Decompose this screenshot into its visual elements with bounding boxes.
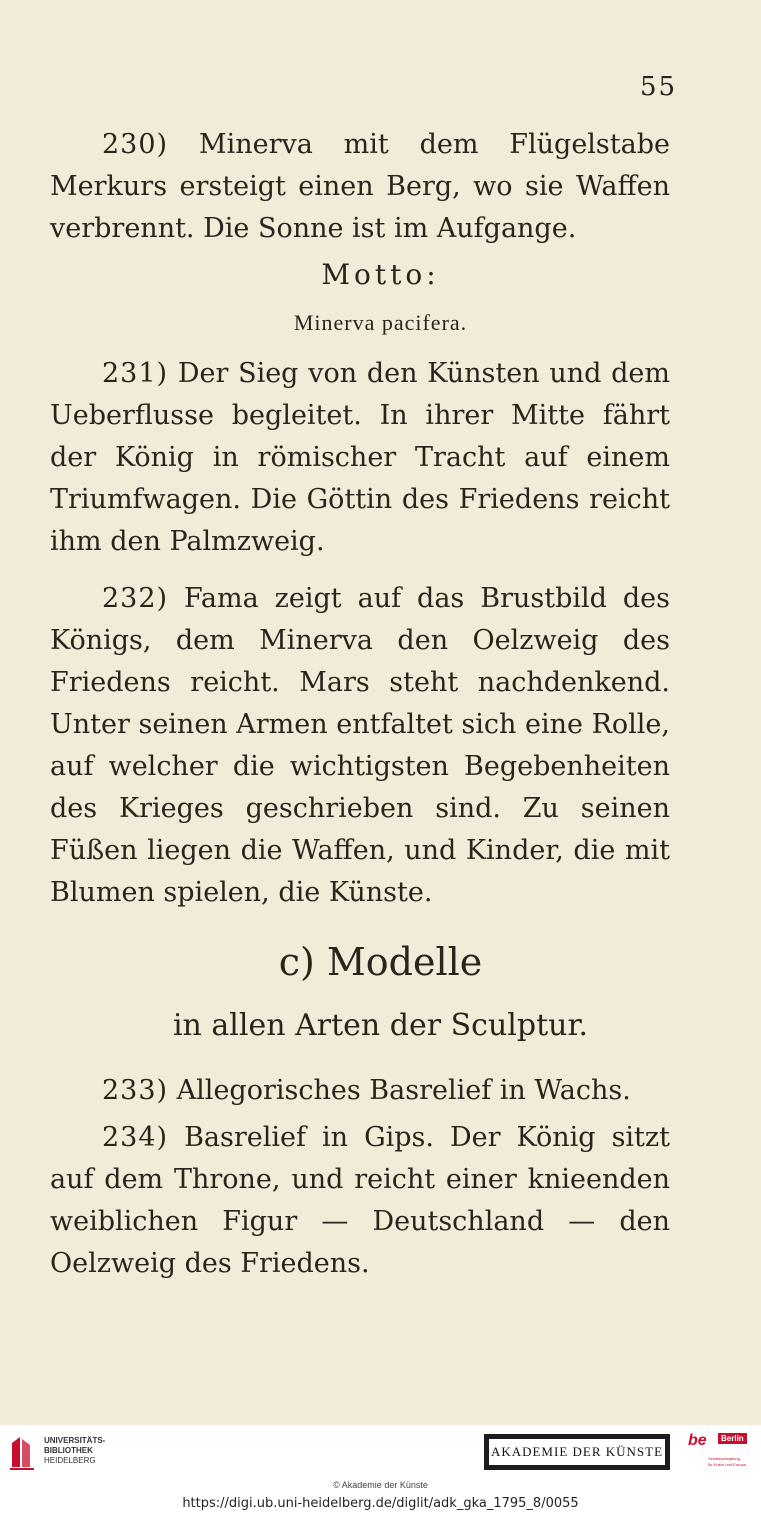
footer [0, 1425, 761, 1517]
university-library-name[interactable] [44, 1436, 105, 1466]
berlin-senate-logo[interactable] [688, 1432, 752, 1476]
entry-number: 234) [102, 1122, 169, 1153]
berlin-subtitle [708, 1456, 746, 1468]
akademie-label: AKADEMIE DER KÜNSTE [489, 1439, 665, 1465]
section-subtitle: in allen Arten der Sculptur. [172, 1008, 589, 1043]
berlin-be-mark: be [688, 1432, 707, 1449]
entry-231 [50, 353, 670, 563]
copyright-notice: © Akademie der Künste [333, 1480, 428, 1490]
entry-text: Minerva mit dem Flügelstabe Merkurs ersteigt einen Berg, wo sie Waffen verbrennt. Die Sonne ist im Aufgange. [50, 129, 670, 244]
berlin-sub-line-2: für Kultur und Europa [708, 1462, 747, 1467]
entry-234 [50, 1117, 670, 1285]
entry-number: 231) [102, 358, 169, 389]
entry-text: Allegorisches Basrelief in Wachs. [176, 1075, 631, 1106]
berlin-sub-line-1: Senatsverwaltung [708, 1456, 740, 1461]
motto-text: Minerva pacifera. [293, 310, 468, 335]
entry-text: Basrelief in Gips. Der König sitzt auf dem Throne, und reicht einer knieenden weiblichen Figur — Deutschland — den Oelzweig des Friedens. [50, 1122, 670, 1279]
library-line-2: BIBLIOTHEK [44, 1446, 93, 1455]
entry-number: 230) [102, 129, 169, 160]
entry-number: 232) [102, 583, 169, 614]
entry-text: Der Sieg von den Künsten und dem Ueberflusse begleitet. In ihrer Mitte fährt der König in römischer Tracht auf einem Triumfwagen. Die Göttin des Friedens reicht ihm den Palmzweig. [50, 358, 670, 557]
entry-232 [50, 578, 670, 914]
entry-text: Fama zeigt auf das Brustbild des Königs, dem Minerva den Oelzweig des Friedens reicht. Mars steht nachdenkend. Unter seinen Armen entfaltet sich eine Rolle, auf welcher die wichtigsten Begebenheiten des Krieges geschrieben sind. Zu seinen Füßen liegen die Waffen, und Kinder, die mit Blumen spielen, die Künste. [50, 583, 670, 908]
entry-233 [50, 1070, 670, 1112]
entry-number: 233) [102, 1075, 169, 1106]
university-library-logo-icon[interactable] [8, 1433, 38, 1473]
library-line-3: HEIDELBERG [44, 1456, 96, 1465]
motto-label: Motto: [321, 258, 440, 291]
library-line-1: UNIVERSITÄTS- [44, 1436, 106, 1445]
akademie-der-kuenste-logo[interactable] [484, 1434, 670, 1470]
entry-230 [50, 124, 670, 250]
page-url[interactable]: https://digi.ub.uni-heidelberg.de/diglit/adk_gka_1795_8/0055 [182, 1496, 579, 1511]
berlin-badge: Berlin [718, 1433, 747, 1444]
section-title: c) Modelle [278, 940, 483, 984]
page-number: 55 [640, 72, 678, 102]
